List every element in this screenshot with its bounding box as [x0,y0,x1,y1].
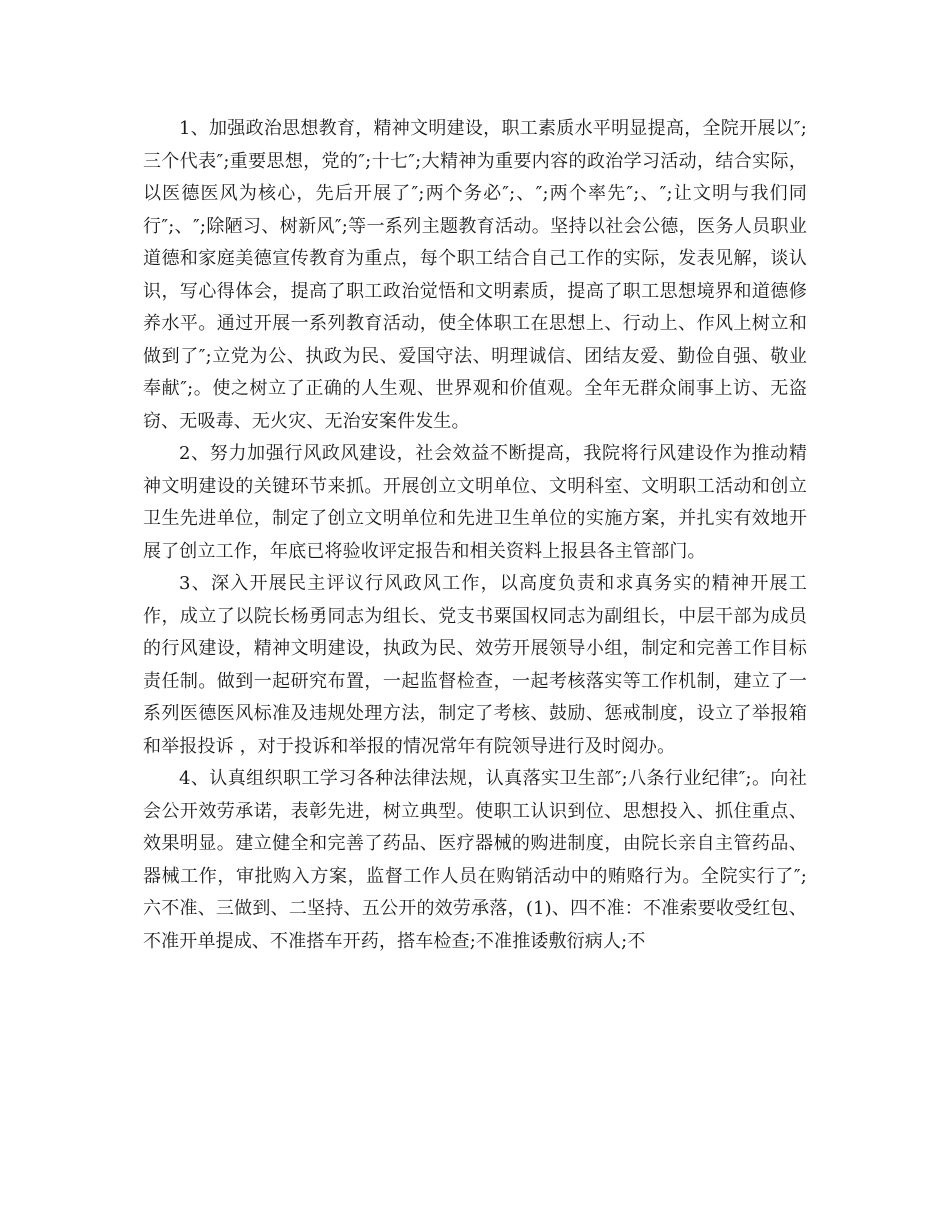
paragraph-2: 2、努力加强行风政风建设，社会效益不断提高，我院将行风建设作为推动精神文明建设的关键环节来抓。开展创立文明单位、文明科室、文明职工活动和创立卫生先进单位，制定了创立文明单位和先进卫生单位的实施方案，并扎实有效地开展了创立工作，年底已将验收评定报告和相关资料上报县各主管部门。 [143,443,807,562]
document-body [143,113,807,958]
paragraph-1: 1、加强政治思想教育，精神文明建设，职工素质水平明显提高，全院开展以″;三个代表″;重要思想，党的″;十七″;大精神为重要内容的政治学习活动，结合实际，以医德医风为核心，先后开展了″;两个务必″;、″;两个率先″;、″;让文明与我们同行″;、″;除陋习、树新风″;等一系列主题教育活动。坚持以社会公德，医务人员职业道德和家庭美德宣传教育为重点，每个职工结合自己工作的实际，发表见解，谈认识，写心得体会，提高了职工政治觉悟和文明素质，提高了职工思想境界和道德修养水平。通过开展一系列教育活动，使全体职工在思想上、行动上、作风上树立和做到了″;立党为公、执政为民、爱国守法、明理诚信、团结友爱、勤俭自强、敬业奉献″;。使之树立了正确的人生观、世界观和价值观。全年无群众闹事上访、无盗窃、无吸毒、无火灾、无治安案件发生。 [143,118,807,432]
paragraph-3: 3、深入开展民主评议行风政风工作，以高度负责和求真务实的精神开展工作，成立了以院长杨勇同志为组长、党支书粟国权同志为副组长，中层干部为成员的行风建设，精神文明建设，执政为民、效劳开展领导小组，制定和完善工作目标责任制。做到一起研究布置，一起监督检查，一起考核落实等工作机制，建立了一系列医德医风标准及违规处理方法，制定了考核、鼓励、惩戒制度，设立了举报箱和举报投诉 ，对于投诉和举报的情况常年有院领导进行及时阅办。 [143,573,807,757]
paragraph-4: 4、认真组织职工学习各种法律法规，认真落实卫生部″;八条行业纪律″;。向社会公开效劳承诺，表彰先进，树立典型。使职工认识到位、思想投入、抓住重点、效果明显。建立健全和完善了药品、医疗器械的购进制度，由院长亲自主管药品、器械工作，审批购入方案，监督工作人员在购销活动中的贿赂行为。全院实行了″;六不准、三做到、二坚持、五公开的效劳承落，(1)、四不准：不准索要收受红包、不准开单提成、不准搭车开药，搭车检查;不准推诿敷衍病人;不 [143,768,807,952]
